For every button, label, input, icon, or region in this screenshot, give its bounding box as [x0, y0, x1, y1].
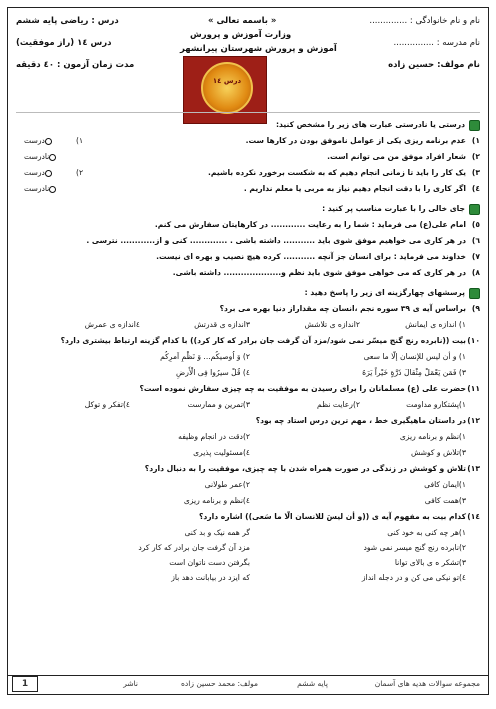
option[interactable]: ٣) فَمَن یَعْمَلْ مِثْقالَ ذَرَّةٍ خَیْراً یَرَهُ	[362, 368, 466, 377]
exam-content	[16, 116, 480, 585]
question-row: ٤) اگر کاری را با دقت انجام دهیم نیاز به مربی یا معلم نداریم . نادرست	[16, 181, 480, 197]
option[interactable]: ١)نظم و برنامه ریزی	[399, 432, 466, 441]
question-row: ١٤) کدام بیت به مفهوم آیه ی ((و أن لیسَ للانسان الّا ما سَعی)) اشاره دارد؟	[198, 512, 480, 521]
section-icon	[469, 204, 480, 215]
question-row: ٧) خداوند می فرماید : برای انسان جز آنچه ........... کرده هیچ نصیب و بهره ای نیست.	[156, 252, 480, 261]
tf-option-number: ١)	[76, 136, 84, 145]
header-divider	[16, 112, 480, 113]
office: آموزش و پرورش شهرستان پیرانشهر	[180, 44, 337, 54]
question-row: ١) عدم برنامه ریزی یکی از عوامل ناموفق بودن در کارها ست. ١) درست	[16, 133, 480, 149]
option[interactable]: ٢)رعایت نظم	[317, 400, 360, 409]
radio-circle-icon	[45, 170, 52, 177]
section-true-false: درستی یا نادرستی عبارت های زیر را مشخص کنید:	[16, 116, 480, 133]
option[interactable]: ٢اندازه ی تلاشش	[304, 320, 360, 329]
radio-circle-icon	[49, 154, 56, 161]
options-row	[16, 365, 480, 381]
section-icon	[469, 120, 480, 131]
question-row: ٨) در هر کاری که می خواهی موفق شوی باید نظم و.................... داشته باشی.	[172, 268, 480, 277]
section-icon	[469, 288, 480, 299]
tf-option-true[interactable]: درست	[24, 165, 54, 181]
footer-title: مجموعه سوالات هدیه های آسمان	[374, 679, 480, 688]
option[interactable]: ٢) وَ اُوصیکُم... وَ نَظْمِ اَمرِکُم	[160, 352, 250, 361]
options-row	[16, 477, 480, 493]
tf-option-number: ٢)	[76, 168, 84, 177]
question-row: ١١) حضرت علی (ع) مسلمانان را برای رسیدن به موفقیت به چه چیزی سفارش نموده است؟	[139, 384, 480, 393]
options-row	[16, 493, 480, 509]
logo-text: درس ١٤	[212, 77, 242, 85]
option[interactable]: ١)پشتکارو مداومت	[406, 400, 466, 409]
radio-circle-icon	[49, 186, 56, 193]
options-row	[16, 540, 480, 555]
lesson-number: درس ١٤ (راز موفقیت)	[16, 38, 112, 48]
option[interactable]: ١) و أن لیس للإنسان إلّا ما سعی	[363, 352, 466, 361]
options-row	[16, 349, 480, 365]
option[interactable]: ٣)تمرین و ممارست	[187, 400, 250, 409]
option[interactable]: ٢)نابرده رنج گنج میسر نمی شود	[363, 543, 466, 552]
options-row	[16, 525, 480, 540]
question-row: ٢) شعار افراد موفق من می توانم است. نادرست	[16, 149, 480, 165]
section-multiple-choice: پرسشهای چهارگزینه ای زیر را پاسخ دهید :	[16, 284, 480, 301]
question-row: ٩) براساس آیه ی ٣٩ سوره نجم ،انسان چه مقداراز دنیا بهره می برد؟	[219, 304, 480, 313]
name-field: نام و نام خانوادگی : ..............	[369, 16, 480, 26]
option-verse: گر همه نیک و بد کنی	[184, 528, 250, 537]
question-row: ١٠) بیت ((نابرده رنج گنج میسّر نمی شود/مزد آن گرفت جان برادر که کار کرد)) با کدام گزینه ارتباط بیشتری دارد؟	[60, 336, 480, 345]
option[interactable]: ٤اندازه ی عمرش	[84, 320, 140, 329]
option[interactable]: ٣)همت کافی	[424, 496, 466, 505]
school-field: نام مدرسه : ...............	[393, 38, 480, 48]
option[interactable]: ٤) قُلْ سیرُوا فِی الْأَرضِ	[176, 368, 250, 377]
bismillah: « باسمه تعالی »	[208, 16, 277, 26]
option-verse: که ایزد در بیابانت دهد باز	[171, 573, 250, 582]
page-number: 1	[12, 676, 38, 692]
option-verse: مزد آن گرفت جان برادر که کار کرد	[138, 543, 250, 552]
question-row: ١٣) تلاش و کوشش در زندگی در صورت همراه شدن با چه چیزی، موفقیت را به دنبال دارد؟	[144, 464, 480, 473]
option[interactable]: ٤)تو نیکی می کن و در دجله انداز	[361, 573, 466, 582]
option[interactable]: ٤)مسئولیت پذیری	[193, 448, 250, 457]
footer-grade: پایه ششم	[297, 679, 328, 688]
question-row: ٣) یک کار را باید تا زمانی انجام دهیم که به شکست برخورد نکرده باشیم. ٢) درست	[16, 165, 480, 181]
section-fill-blank: جای خالی را با عبارت مناسب پر کنید :	[16, 200, 480, 217]
exam-page	[7, 7, 489, 695]
lesson-label: درس : ریاضی پایه ششم	[16, 16, 119, 26]
radio-circle-icon	[45, 138, 52, 145]
option[interactable]: ١) اندازه ی ایمانش	[405, 320, 466, 329]
footer-author: مولف: محمد حسین زاده	[180, 679, 258, 688]
question-row: ١٢) در داستان ماهیگیری خط ، مهم ترین درس استاد چه بود؟	[255, 416, 480, 425]
footer-extra: ناشر	[123, 679, 138, 688]
options-row	[16, 317, 480, 333]
option[interactable]: ٣)تلاش و کوشش	[410, 448, 466, 457]
option[interactable]: ٣اندازه ی قدرتش	[194, 320, 250, 329]
ministry: وزارت آموزش و پرورش	[190, 30, 292, 40]
options-row	[16, 445, 480, 461]
question-row: ٥) امام علی(ع) می فرماید : شما را به رعایت ............ در کارهایتان سفارش می کنم.	[154, 220, 480, 229]
option[interactable]: ٤)نظم و برنامه ریزی	[183, 496, 250, 505]
page-footer	[8, 675, 488, 694]
tf-option-false[interactable]: نادرست	[24, 181, 58, 197]
option[interactable]: ١)هر چه کنی به خود کنی	[387, 528, 466, 537]
author-field: نام مولف: حسین زاده	[388, 60, 480, 70]
option[interactable]: ٢)عمر طولانی	[204, 480, 250, 489]
tf-option-false[interactable]: نادرست	[24, 149, 58, 165]
tf-option-true[interactable]: درست	[24, 133, 54, 149]
option-verse: بگرفتن دست ناتوان است	[169, 558, 250, 567]
option[interactable]: ٢)دقت در انجام وظیفه	[178, 432, 250, 441]
option[interactable]: ٣)تشکر ه ی بالای توانا	[394, 558, 466, 567]
option[interactable]: ١)ایمان کافی	[424, 480, 466, 489]
options-row	[16, 555, 480, 570]
options-row	[16, 429, 480, 445]
lesson-logo	[183, 56, 267, 124]
question-row: ٦) در هر کاری می خواهیم موفق شوی باید ........... داشته باشی . ............. کنی و از............ نترسی .	[86, 236, 480, 245]
options-row	[16, 397, 480, 413]
option[interactable]: ٤)تفکر و توکل	[84, 400, 130, 409]
badge-icon	[201, 62, 253, 114]
options-row	[16, 570, 480, 585]
exam-duration: مدت زمان آزمون : ٤٠ دقیقه	[16, 60, 135, 70]
